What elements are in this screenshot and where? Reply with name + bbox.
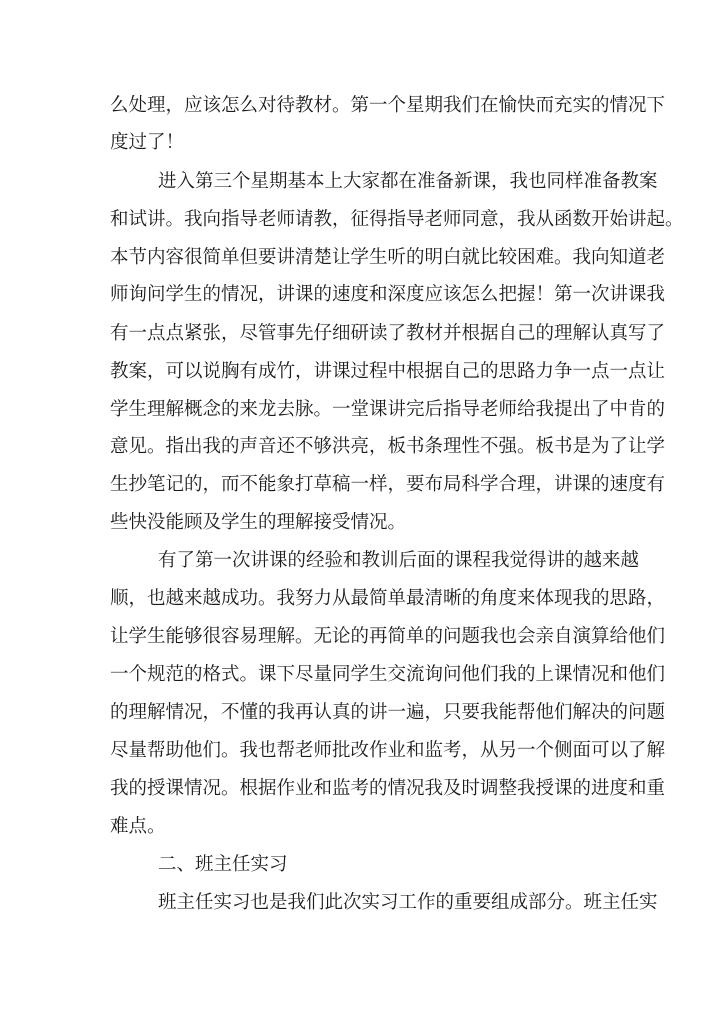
text-line: 一个规范的格式。课下尽量同学生交流询问他们我的上课情况和他们 <box>110 664 666 685</box>
text-line: 和试讲。我向指导老师请教，征得指导老师同意，我从函数开始讲起。 <box>110 209 684 230</box>
section-heading: 二、班主任实习 <box>158 854 288 875</box>
text-line: 度过了！ <box>110 132 185 153</box>
text-line: 有一点点紧张，尽管事先仔细研读了教材并根据自己的理解认真写了 <box>110 323 666 344</box>
text-line: 顺，也越来越成功。我努力从最简单最清晰的角度来体现我的思路， <box>110 588 666 609</box>
text-line: 尽量帮助他们。我也帮老师批改作业和监考，从另一个侧面可以了解 <box>110 740 666 761</box>
text-line: 师询问学生的情况，讲课的速度和深度应该怎么把握！第一次讲课我 <box>110 284 666 305</box>
text-line: 生抄笔记的，而不能象打草稿一样，要布局科学合理，讲课的速度有 <box>110 474 666 495</box>
text-line: 意见。指出我的声音还不够洪亮，板书条理性不强。板书是为了让学 <box>110 436 666 457</box>
text-line: 难点。 <box>110 816 166 837</box>
text-line: 本节内容很简单但要讲清楚让学生听的明白就比较困难。我向知道老 <box>110 247 666 268</box>
paragraph-start-line: 班主任实习也是我们此次实习工作的重要组成部分。班主任实 <box>158 892 658 913</box>
text-line: 教案，可以说胸有成竹，讲课过程中根据自己的思路力争一点一点让 <box>110 361 666 382</box>
text-line: 学生理解概念的来龙去脉。一堂课讲完后指导老师给我提出了中肯的 <box>110 399 666 420</box>
text-line: 让学生能够很容易理解。无论的再简单的问题我也会亲自演算给他们 <box>110 626 666 647</box>
text-line: 的理解情况，不懂的我再认真的讲一遍，只要我能帮他们解决的问题 <box>110 702 666 723</box>
paragraph-start-line: 有了第一次讲课的经验和教训后面的课程我觉得讲的越来越 <box>158 550 640 571</box>
text-line: 我的授课情况。根据作业和监考的情况我及时调整我授课的进度和重 <box>110 778 666 799</box>
paragraph-start-line: 进入第三个星期基本上大家都在准备新课，我也同样准备教案 <box>158 171 658 192</box>
text-line: 么处理，应该怎么对待教材。第一个星期我们在愉快而充实的情况下 <box>110 95 666 116</box>
text-line: 些快没能顾及学生的理解接受情况。 <box>110 512 407 533</box>
